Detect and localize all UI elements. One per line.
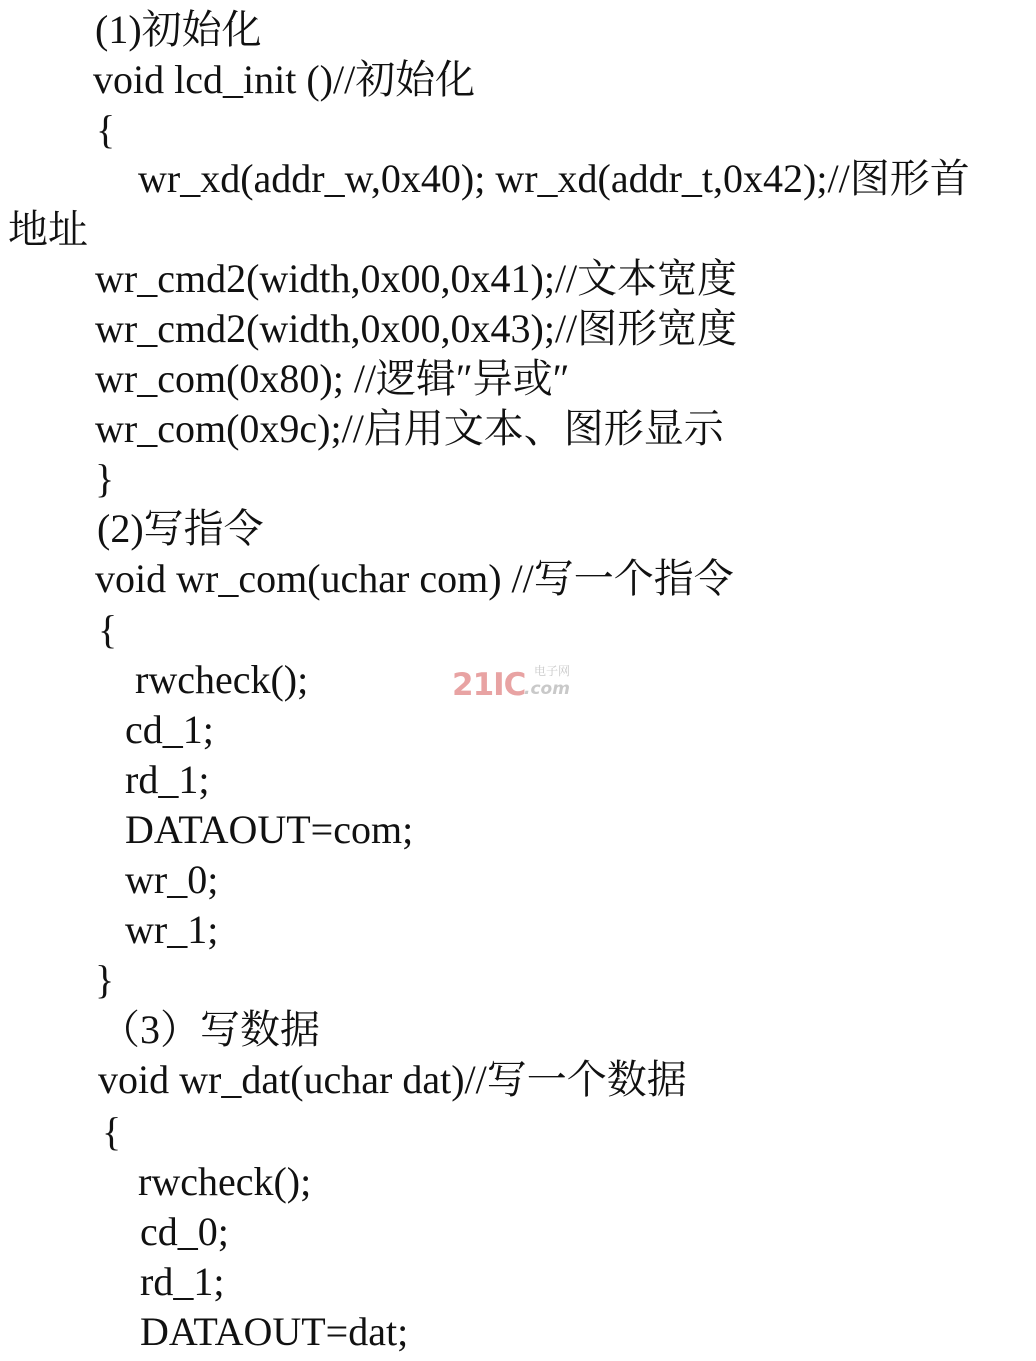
- code-line: wr_com(0x80); //逻辑″异或″: [95, 356, 570, 401]
- code-line-open-brace: {: [96, 107, 116, 152]
- watermark-logo: [452, 664, 587, 704]
- code-line: DATAOUT=dat;: [140, 1309, 409, 1354]
- code-line: wr_0;: [125, 857, 219, 902]
- code-line: wr_cmd2(width,0x00,0x43);//图形宽度: [95, 306, 738, 351]
- code-line-signature: void lcd_init ()//初始化: [93, 57, 476, 102]
- code-line: wr_cmd2(width,0x00,0x41);//文本宽度: [95, 256, 738, 301]
- code-line: rwcheck();: [138, 1159, 312, 1204]
- code-line-signature: void wr_com(uchar com) //写一个指令: [95, 556, 734, 601]
- code-line: DATAOUT=com;: [125, 807, 414, 852]
- watermark-bottom-text: .com: [524, 679, 570, 699]
- code-line: cd_1;: [125, 707, 214, 752]
- code-line: rd_1;: [140, 1259, 225, 1304]
- watermark-main-text: 21IC: [452, 667, 526, 703]
- code-line-signature: void wr_dat(uchar dat)//写一个数据: [98, 1057, 687, 1102]
- code-line-open-brace: {: [98, 607, 118, 652]
- code-line: cd_0;: [140, 1209, 229, 1254]
- code-line-close-brace: }: [95, 456, 115, 501]
- code-line-open-brace: {: [102, 1109, 122, 1154]
- watermark-top-text: 电子网: [534, 664, 571, 678]
- code-line-close-brace: }: [95, 957, 115, 1002]
- code-line: rd_1;: [125, 757, 210, 802]
- section-heading-write-command: (2)写指令: [97, 506, 264, 551]
- code-line: wr_com(0x9c);//启用文本、图形显示: [95, 406, 724, 451]
- code-line: wr_1;: [125, 907, 219, 952]
- code-line-wrap: 地址: [8, 207, 88, 252]
- code-line: rwcheck();: [135, 657, 309, 702]
- section-heading-write-data: （3）写数据: [100, 1007, 320, 1052]
- section-heading-init: (1)初始化: [95, 7, 262, 52]
- code-line: wr_xd(addr_w,0x40); wr_xd(addr_t,0x42);//图形首: [138, 156, 970, 201]
